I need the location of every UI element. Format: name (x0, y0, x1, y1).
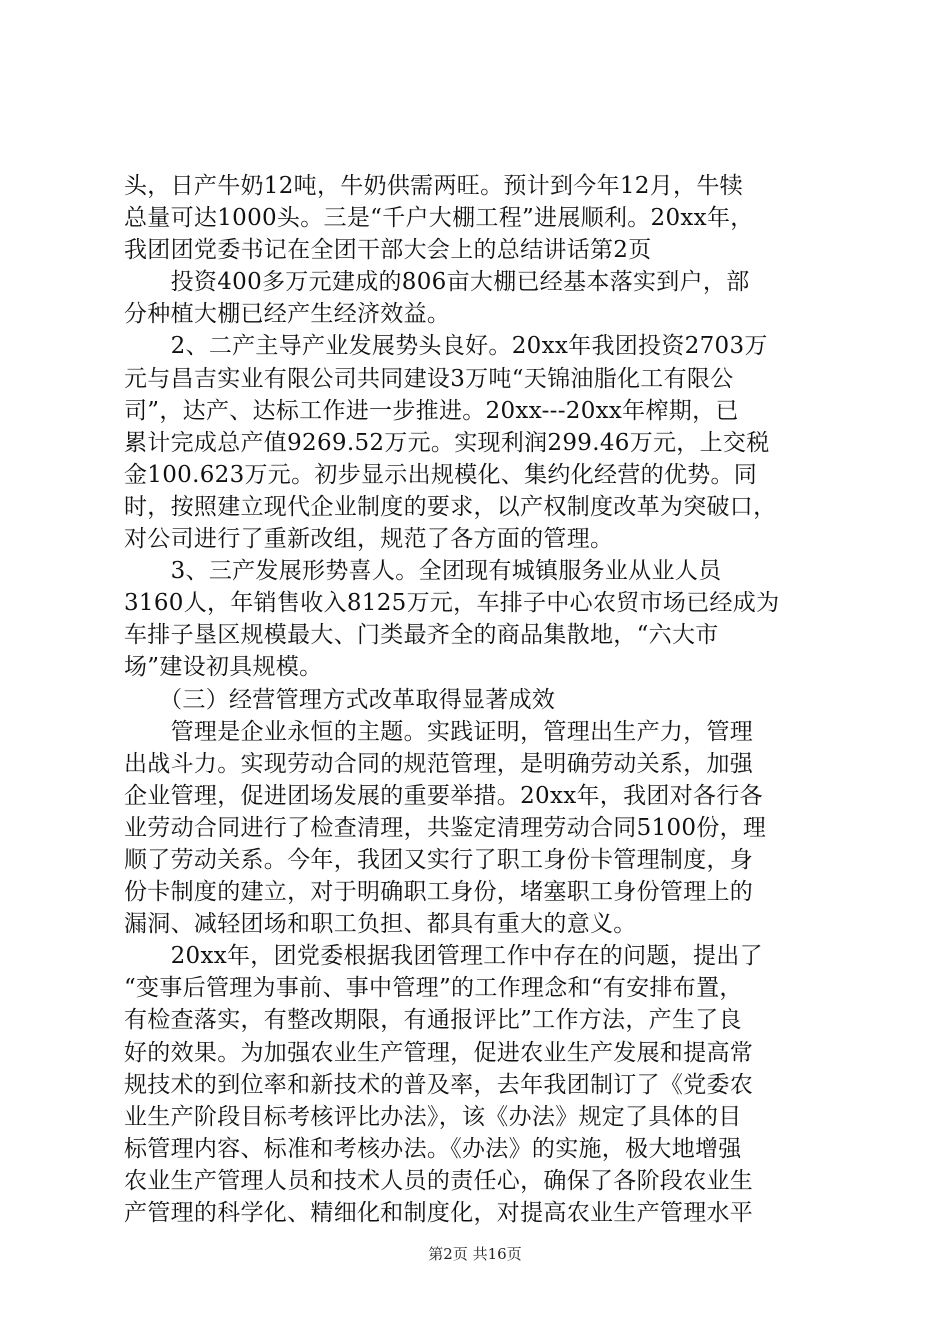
text-line: 2、二产主导产业发展势头良好。20xx年我团投资2703万 (124, 333, 768, 360)
document-body (124, 170, 836, 1229)
text-line: 投资400多万元建成的806亩大棚已经基本落实到户，部 (124, 269, 750, 296)
text-line: 3、三产发展形势喜人。全团现有城镇服务业从业人员 (124, 558, 722, 585)
text-line: 企业管理，促进团场发展的重要举措。20xx年，我团对各行各 (124, 782, 763, 809)
text-line: 好的效果。为加强农业生产管理，促进农业生产发展和提高常 (124, 1039, 754, 1066)
text-line: 出战斗力。实现劳动合同的规范管理，是明确劳动关系，加强 (124, 750, 754, 777)
text-line: 总量可达1000头。三是“千户大棚工程”进展顺利。20xx年， (124, 205, 754, 232)
text-line: 元与昌吉实业有限公司共同建设3万吨“天锦油脂化工有限公 (124, 365, 734, 392)
text-line: 头，日产牛奶12吨，牛奶供需两旺。预计到今年12月，牛犊 (124, 173, 743, 199)
text-line: 业生产阶段目标考核评比办法》，该《办法》规定了具体的目 (124, 1103, 742, 1130)
text-line: 对公司进行了重新改组，规范了各方面的管理。 (124, 526, 614, 553)
text-line: 标管理内容、标准和考核办法。《办法》的实施，极大地增强 (124, 1135, 742, 1162)
text-line: 规技术的到位率和新技术的普及率，去年我团制订了《党委农 (124, 1071, 754, 1098)
text-line: 我团团党委书记在全团干部大会上的总结讲话第2页 (124, 237, 652, 264)
text-line: 车排子垦区规模最大、门类最齐全的商品集散地，“六大市 (124, 622, 719, 649)
section-heading: （三）经营管理方式改革取得显著成效 (124, 686, 556, 713)
text-line: 顺了劳动关系。今年，我团又实行了职工身份卡管理制度，身 (124, 846, 754, 873)
text-line: 业劳动合同进行了检查清理，共鉴定清理劳动合同5100份，理 (124, 814, 767, 841)
text-line: 分种植大棚已经产生经济效益。 (124, 301, 451, 328)
text-line: 3160人，年销售收入8125万元，车排子中心农贸市场已经成为 (124, 590, 780, 617)
text-line: “变事后管理为事前、事中管理”的工作理念和“有安排布置， (124, 975, 743, 1002)
text-line: 份卡制度的建立，对于明确职工身份，堵塞职工身份管理上的 (124, 879, 754, 906)
text-line: 农业生产管理人员和技术人员的责任心，确保了各阶段农业生 (124, 1167, 754, 1194)
text-line: 累计完成总产值9269.52万元。实现利润299.46万元，上交税 (124, 429, 770, 456)
text-line: 漏洞、减轻团场和职工负担、都具有重大的意义。 (124, 911, 637, 938)
page-number-footer: 第2页 共16页 (428, 1245, 522, 1263)
text-line: 金100.623万元。初步显示出规模化、集约化经营的优势。同 (124, 461, 758, 488)
text-line: 产管理的科学化、精细化和制度化，对提高农业生产管理水平 (124, 1200, 754, 1226)
text-line: 有检查落实，有整改期限，有通报评比”工作方法，产生了良 (124, 1007, 742, 1034)
text-line: 管理是企业永恒的主题。实践证明，管理出生产力，管理 (124, 718, 754, 745)
text-line: 司”，达产、达标工作进一步推进。20xx---20xx年榨期，已 (124, 397, 739, 424)
text-line: 场”建设初具规模。 (124, 654, 323, 681)
text-line: 时，按照建立现代企业制度的要求，以产权制度改革为突破口， (124, 493, 777, 520)
text-line: 20xx年，团党委根据我团管理工作中存在的问题，提出了 (124, 943, 763, 970)
